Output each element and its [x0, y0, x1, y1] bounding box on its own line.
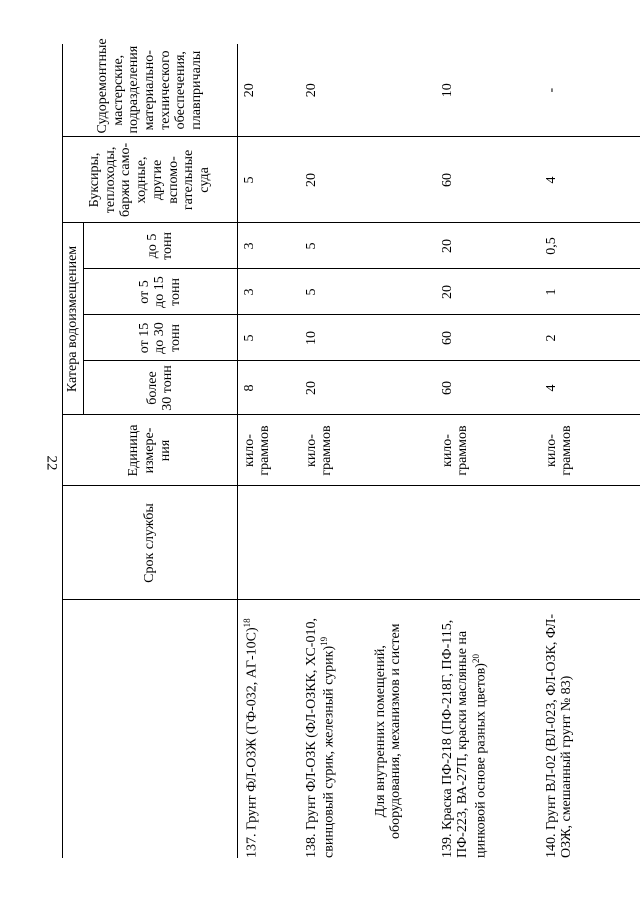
- value-5-15t: 5: [300, 269, 369, 315]
- service-life-cell: [300, 486, 369, 600]
- value-workshops: 20: [237, 44, 300, 137]
- empty-cell: [369, 315, 436, 361]
- rotated-table-container: [62, 38, 640, 858]
- item-name: 138. Грунт ФЛ-ОЗК (ФЛ-ОЗКК, ХС-010, свинцовый сурик, железный сурик)$^{19}$: [303, 618, 337, 858]
- header-service-life: Срок службы: [63, 486, 238, 600]
- value-upto-5t: 0,5: [540, 223, 640, 269]
- header-unit: Единица измере-ния: [63, 415, 238, 486]
- value-15-30t: 2: [540, 315, 640, 361]
- section-row: [369, 44, 436, 858]
- header-tugs: Буксиры, теплоходы, баржи само-ходные, другие вспомо-гательные суда: [63, 137, 238, 223]
- unit-cell: кило-граммов: [436, 415, 540, 486]
- value-over-30t: 20: [300, 361, 369, 415]
- table-row: [300, 44, 369, 858]
- item-name: 139. Краска ПФ-218 (ПФ-218Г, ПФ-115, ПФ-223, ВА-27П, краски масляные на цинковой основе разных цветов)$^{20}$: [439, 619, 489, 858]
- value-5-15t: 3: [237, 269, 300, 315]
- page-number: 22: [43, 455, 60, 471]
- empty-cell: [369, 44, 436, 137]
- empty-cell: [369, 361, 436, 415]
- header-workshops: Судоремонтные мастерские, подразделения материально-технического обеспечения, плавпричалы: [63, 44, 238, 137]
- value-workshops: -: [540, 44, 640, 137]
- header-over-30t: более 30 тонн: [83, 361, 237, 415]
- value-workshops: 10: [436, 44, 540, 137]
- item-name: 140. Грунт ВЛ-02 (ВЛ-023, ФЛ-ОЗК, ФЛ-ОЗЖ, смешанный грунт № 83): [543, 613, 575, 858]
- value-upto-5t: 3: [237, 223, 300, 269]
- value-tugs: 4: [540, 137, 640, 223]
- header-15-30t: от 15 до 30 тонн: [83, 315, 237, 361]
- service-life-cell: [436, 486, 540, 600]
- value-5-15t: 20: [436, 269, 540, 315]
- unit-cell: кило-граммов: [540, 415, 640, 486]
- value-over-30t: 60: [436, 361, 540, 415]
- service-life-cell: [540, 486, 640, 600]
- materials-table: [62, 38, 640, 858]
- table-row: [237, 44, 300, 858]
- value-upto-5t: 20: [436, 223, 540, 269]
- value-over-30t: 8: [237, 361, 300, 415]
- service-life-cell: [237, 486, 300, 600]
- section-heading: Для внутренних помещений, оборудования, механизмов и систем: [372, 623, 404, 840]
- value-upto-5t: 5: [300, 223, 369, 269]
- table-row: [436, 44, 540, 858]
- value-workshops: 20: [300, 44, 369, 137]
- empty-cell: [369, 223, 436, 269]
- header-5-15t: от 5 до 15 тонн: [83, 269, 237, 315]
- empty-cell: [369, 415, 436, 486]
- unit-cell: кило-граммов: [237, 415, 300, 486]
- unit-cell: кило-граммов: [300, 415, 369, 486]
- value-15-30t: 10: [300, 315, 369, 361]
- empty-cell: [369, 137, 436, 223]
- header-boats-group: Катера водоизмещением: [63, 223, 84, 415]
- table-row: [540, 44, 640, 858]
- value-5-15t: 1: [540, 269, 640, 315]
- value-tugs: 60: [436, 137, 540, 223]
- service-life-cell: [369, 486, 436, 600]
- header-upto-5t: до 5 тонн: [83, 223, 237, 269]
- empty-cell: [369, 269, 436, 315]
- value-15-30t: 60: [436, 315, 540, 361]
- value-tugs: 5: [237, 137, 300, 223]
- item-name: 137. Грунт ФЛ-ОЗЖ (ГФ-032, АГ-10С)$^{18}$: [241, 618, 260, 858]
- value-over-30t: 4: [540, 361, 640, 415]
- value-tugs: 20: [300, 137, 369, 223]
- header-blank: [63, 600, 238, 858]
- value-15-30t: 5: [237, 315, 300, 361]
